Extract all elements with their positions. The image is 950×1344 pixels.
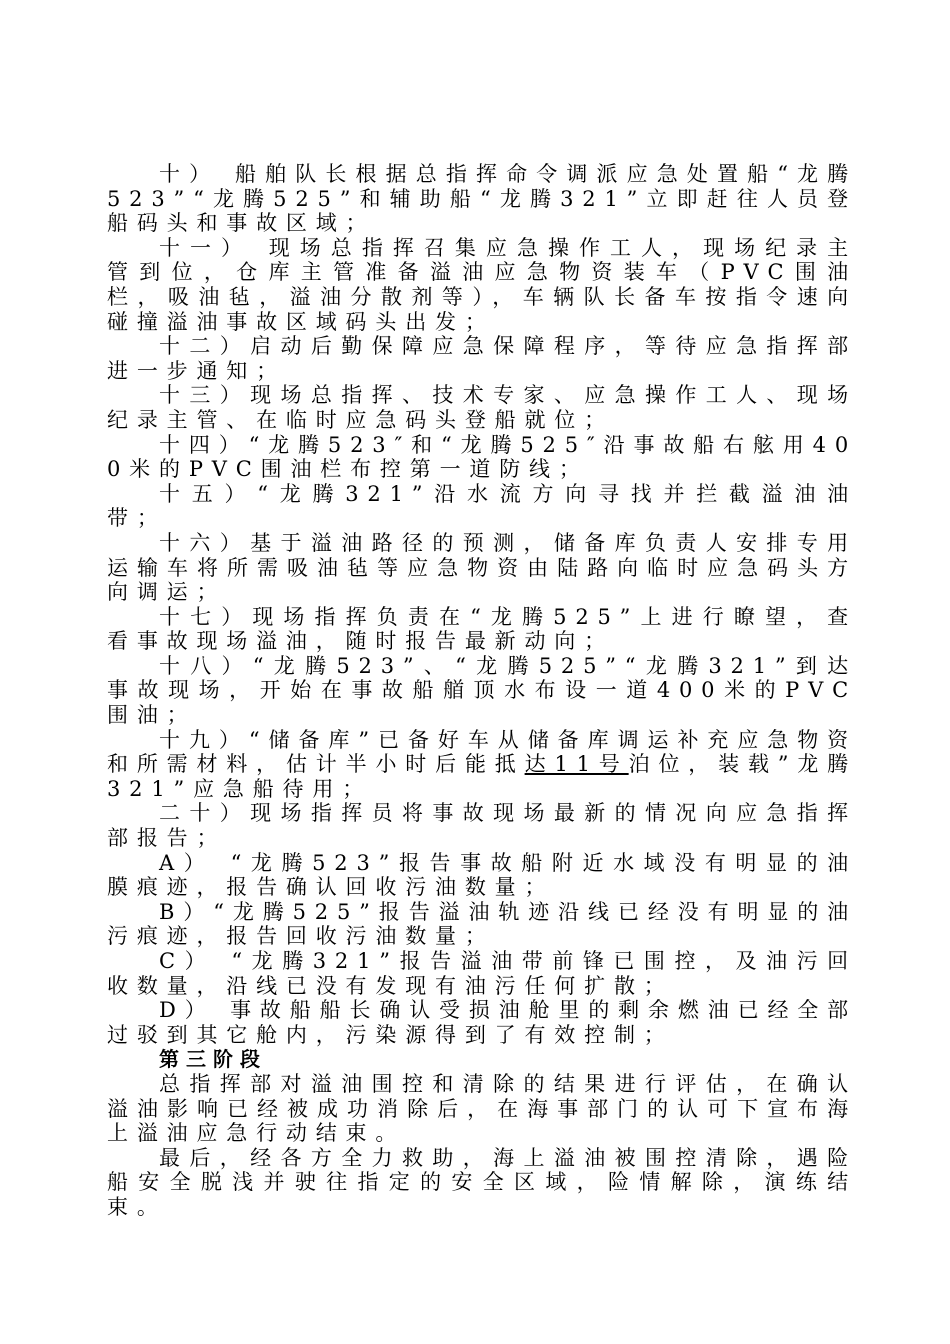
paragraph-18: 十八）“龙腾523”、“龙腾525”“龙腾321”到达事故现场，开始在事故船艏顶水布设一道400米的PVC围油； xyxy=(107,653,857,728)
paragraph-19-text-before: 十九）“储备库”已备好车从储备库调运补充应急物资和所需材料，估计半小时后能抵 xyxy=(107,727,857,777)
paragraph-17: 十七）现场指挥负责在“龙腾525”上进行瞭望，查看事故现场溢油，随时报告最新动向； xyxy=(107,604,857,654)
paragraph-11: 十一） 现场总指挥召集应急操作工人，现场纪录主管到位，仓库主管准备溢油应急物资装车（PVC围油栏，吸油毡，溢油分散剂等），车辆队长备车按指令速向碰撞溢油事故区域码头出发； xyxy=(107,235,857,334)
document-body xyxy=(107,162,857,1220)
report-item-c: C） “龙腾321”报告溢油带前锋已围控，及油污回收数量，沿线已没有发现有油污任何扩散； xyxy=(107,949,857,998)
paragraph-15: 十五）“龙腾321”沿水流方向寻找并拦截溢油油带； xyxy=(107,481,857,531)
report-item-b: B）“龙腾525”报告溢油轨迹沿线已经没有明显的油污痕迹，报告回收污油数量； xyxy=(107,899,857,949)
paragraph-16: 十六）基于溢油路径的预测，储备库负责人安排专用运输车将所需吸油毡等应急物资由陆路向临时应急码头方向调运； xyxy=(107,530,857,605)
paragraph-19-text-after: 泊位，装载”龙腾321”应急船待用； xyxy=(107,752,857,801)
paragraph-14: 十四）“龙腾523″和“龙腾525″沿事故船右舷用400米的PVC围油栏布控第一道防线； xyxy=(107,432,857,482)
report-item-d: D） 事故船船长确认受损油舱里的剩余燃油已经全部过驳到其它舱内，污染源得到了有效控制； xyxy=(107,998,857,1047)
conclusion-paragraph: 最后，经各方全力救助，海上溢油被围控清除，遇险船安全脱浅并驶往指定的安全区域，险情解除，演练结束。 xyxy=(107,1145,857,1219)
paragraph-13: 十三）现场总指挥、技术专家、应急操作工人、现场纪录主管、在临时应急码头登船就位； xyxy=(107,383,857,432)
evaluation-paragraph: 总指挥部对溢油围控和清除的结果进行评估，在确认溢油影响已经被成功消除后，在海事部门的认可下宣布海上溢油应急行动结束。 xyxy=(107,1071,857,1146)
stage-three-heading: 第三阶段 xyxy=(159,1047,267,1072)
paragraph-12: 十二）启动后勤保障应急保障程序，等待应急指挥部进一步通知； xyxy=(107,334,857,383)
paragraph-19 xyxy=(107,728,857,802)
paragraph-10: 十） 船舶队长根据总指挥命令调派应急处置船“龙腾523”“龙腾525”和辅助船“龙腾321”立即赶往人员登船码头和事故区域； xyxy=(107,162,857,236)
berth-number-underlined: 达11号 xyxy=(524,752,629,777)
report-item-a: A） “龙腾523”报告事故船附近水域没有明显的油膜痕迹，报告确认回收污油数量； xyxy=(107,850,857,900)
paragraph-20: 二十）现场指挥员将事故现场最新的情况向应急指挥部报告； xyxy=(107,801,857,851)
